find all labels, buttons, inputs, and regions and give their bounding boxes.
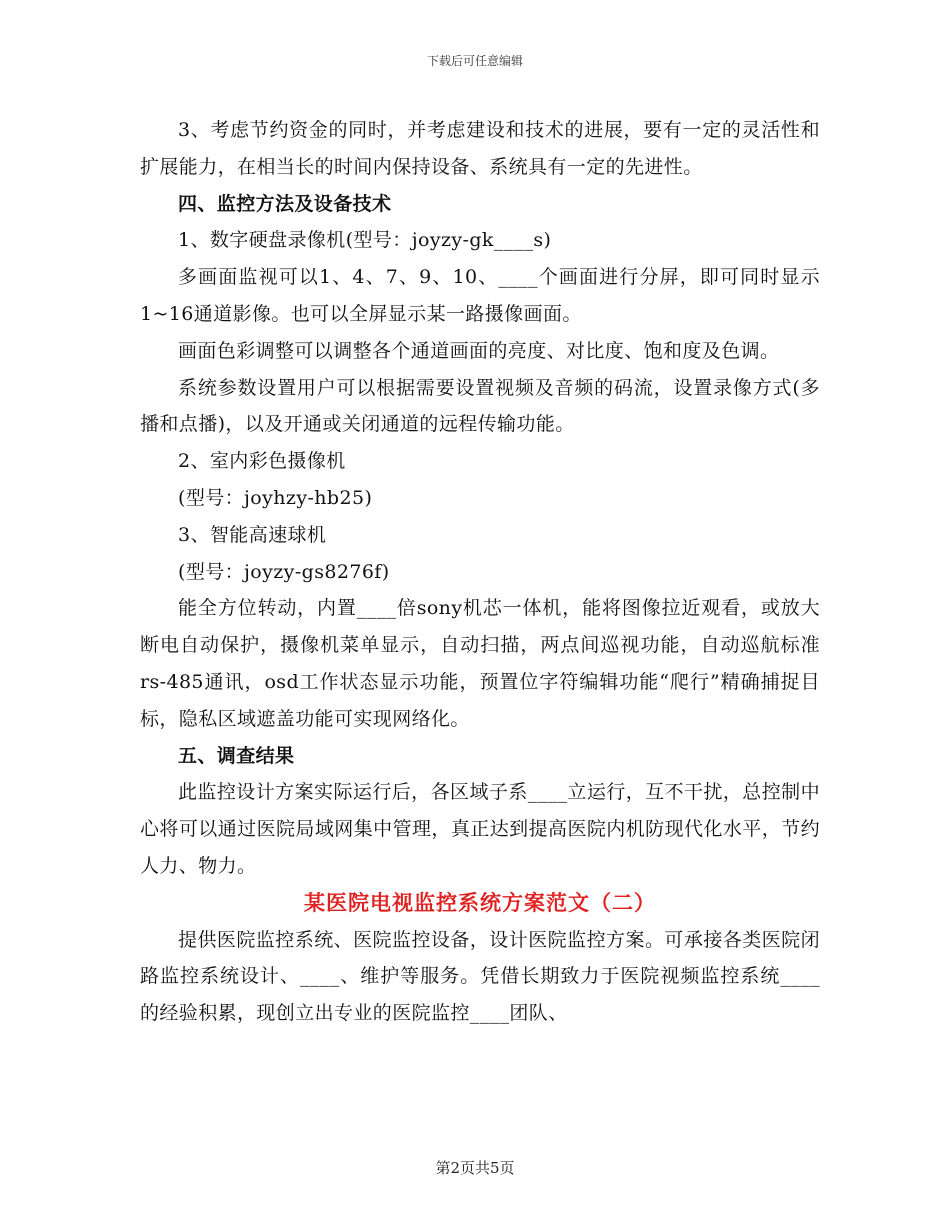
section-heading: 五、调查结果 [178,744,295,767]
document-body [140,112,820,1032]
paragraph: 1、数字硬盘录像机(型号：joyzy-gk____s) [178,229,552,252]
paragraph: (型号：joyzy-gs8276f) [178,560,390,583]
paragraph: 此监控设计方案实际运行后，各区域子系____立运行，互不干扰，总控制中心将可以通过医院局域网集中管理，真正达到提高医院内机防现代化水平，节约人力、物力。 [140,781,820,877]
paragraph: (型号：joyhzy-hb25) [178,486,373,509]
paragraph: 提供医院监控系统、医院监控设备，设计医院监控方案。可承接各类医院闭路监控系统设计、____、维护等服务。凭借长期致力于医院视频监控系统____的经验积累，现创立出专业的医院监控____团队、 [140,928,820,1025]
paragraph: 能全方位转动，内置____倍sony机芯一体机，能将图像拉近观看，或放大断电自动保护，摄像机菜单显示，自动扫描，两点间巡视功能，自动巡航标准rs-485通讯，osd工作状态显示功能，预置位字符编辑功能“爬行”精确捕捉目标，隐私区域遮盖功能可实现网络化。 [140,597,820,730]
paragraph: 画面色彩调整可以调整各个通道画面的亮度、对比度、饱和度及色调。 [178,339,780,362]
page-header: 下载后可任意编辑 [426,54,523,68]
paragraph: 系统参数设置用户可以根据需要设置视频及音频的码流，设置录像方式(多播和点播)，以及开通或关闭通道的远程传输功能。 [140,376,820,436]
paragraph: 3、智能高速球机 [178,523,327,546]
paragraph: 2、室内彩色摄像机 [178,450,346,473]
page-footer: 第2页共5页 [435,1159,515,1177]
paragraph: 3、考虑节约资金的同时，并考虑建设和技术的进展，要有一定的灵活性和扩展能力，在相当长的时间内保持设备、系统具有一定的先进性。 [140,119,820,178]
section-heading: 四、监控方法及设备技术 [178,192,392,215]
paragraph: 多画面监视可以1、4、7、9、10、____个画面进行分屏，即可同时显示1~16通道影像。也可以全屏显示某一路摄像画面。 [140,266,820,325]
document-title: 某医院电视监控系统方案范文（二） [304,889,656,915]
